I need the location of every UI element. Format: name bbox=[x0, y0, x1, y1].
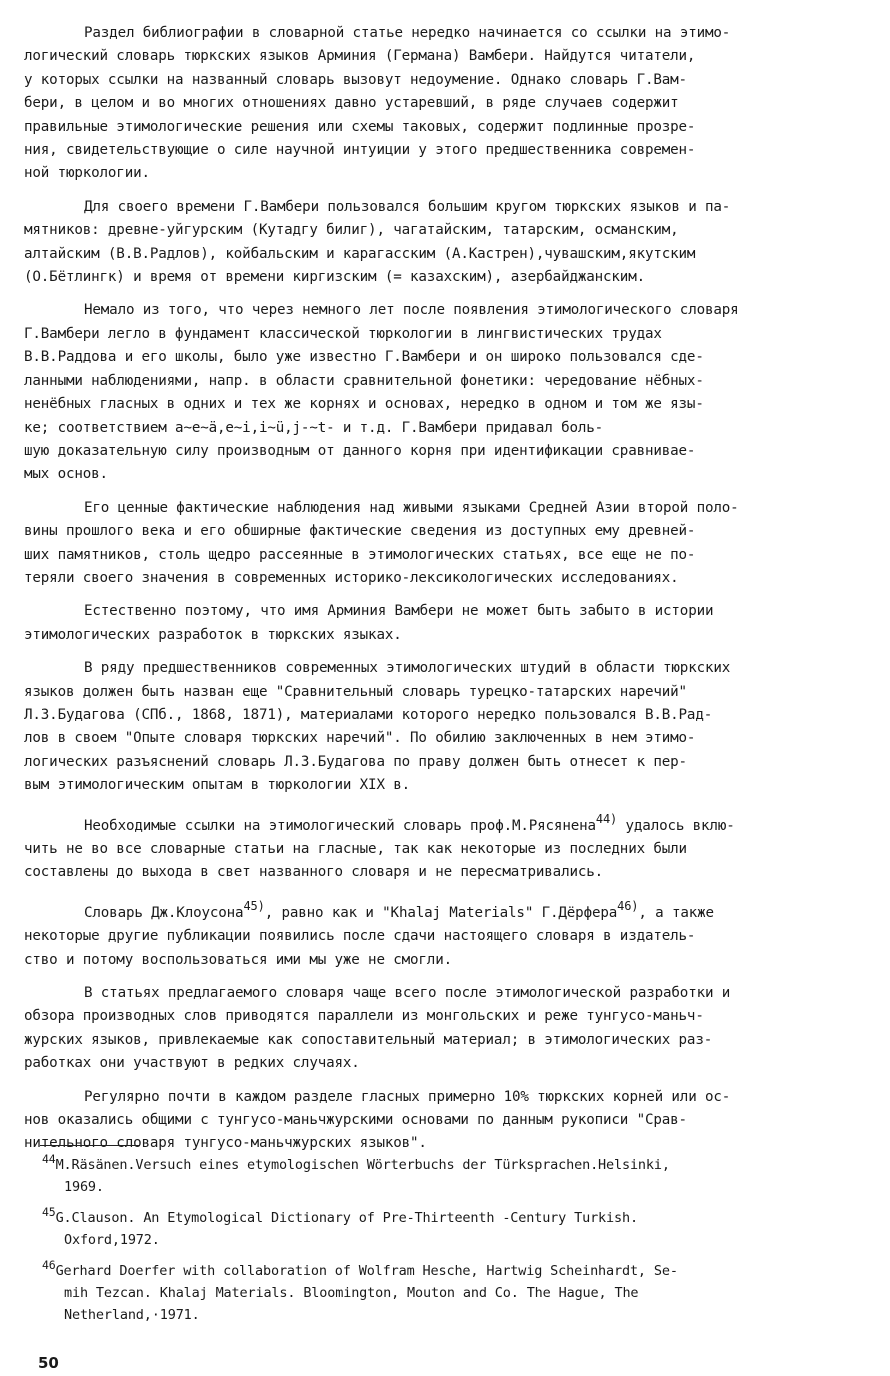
paragraph bbox=[24, 22, 856, 186]
footnote-number: 46 bbox=[42, 1258, 56, 1272]
footnote-separator bbox=[40, 1145, 140, 1146]
text-line: (О.Бётлингк) и время от времени киргизским (= казахским), азербайджанским. bbox=[24, 269, 645, 286]
footnote-line bbox=[42, 1201, 862, 1229]
main-text bbox=[24, 22, 856, 1166]
footnote-line: 1969. bbox=[64, 1179, 104, 1195]
text-line: нительного словаря тунгусо-маньчжурских языков". bbox=[24, 1135, 427, 1152]
text-line: ненёбных гласных в одних и тех же корнях и основах, нередко в одном и том же язы- bbox=[24, 396, 704, 413]
footnote bbox=[42, 1201, 862, 1251]
text-line: Г.Вамбери легло в фундамент классической тюркологии в лингвистических трудах bbox=[24, 325, 662, 342]
text-line: Его ценные фактические наблюдения над живыми языками Средней Азии второй поло- bbox=[84, 499, 739, 516]
text-line: обзора производных слов приводятся параллели из монгольских и реже тунгусо-маньч- bbox=[24, 1008, 704, 1025]
paragraph bbox=[24, 657, 856, 797]
paragraph bbox=[24, 196, 856, 290]
text-line: чить не во все словарные статьи на гласные, так как некоторые из последних были bbox=[24, 841, 687, 857]
paragraph bbox=[24, 982, 856, 1076]
text-line: Естественно поэтому, что имя Арминия Вамбери не может быть забыто в истории bbox=[84, 603, 714, 620]
text-line: В статьях предлагаемого словаря чаще всего после этимологической разработки и bbox=[84, 985, 731, 1002]
text-line: мых основ. bbox=[24, 466, 108, 483]
footnote-line: Netherland,·1971. bbox=[64, 1307, 200, 1323]
paragraph bbox=[24, 299, 856, 486]
text-line: алтайским (В.В.Радлов), койбальским и карагасским (А.Кастрен),чувашским,якутским bbox=[24, 245, 696, 262]
footnote-number: 44 bbox=[42, 1152, 56, 1166]
text-line: Регулярно почти в каждом разделе гласных примерно 10% тюркских корней или ос- bbox=[84, 1088, 731, 1105]
text-line: составлены до выхода в свет названного словаря и не пересматривались. bbox=[24, 864, 604, 881]
text-line: лов в своем "Опыте словаря тюркских наречий". По обилию заключенных в нем этимо- bbox=[24, 730, 696, 747]
footnotes bbox=[42, 1148, 862, 1329]
text-line: Необходимые ссылки на этимологический словарь проф.М.Рясянена$^{44)}$ удалось вклю- bbox=[84, 811, 735, 834]
footnote-text: G.Clauson. An Etymological Dictionary of Pre-Thirteenth -Century Turkish. bbox=[55, 1210, 638, 1226]
text-line: логических разъяснений словарь Л.З.Будагова по праву должен быть отнесет к пер- bbox=[24, 753, 687, 770]
footnote-line bbox=[42, 1148, 862, 1176]
text-line: мятников: древне-уйгурским (Кутадгу билиг), чагатайским, татарским, османским, bbox=[24, 222, 679, 239]
text-line: у которых ссылки на названный словарь вызовут недоумение. Однако словарь Г.Вам- bbox=[24, 71, 687, 88]
text-line: Словарь Дж.Клоусона$^{45)}$, равно как и "Khalaj Materials" Г.Дёрфера$^{46)}$, а также bbox=[84, 898, 714, 921]
text-line: этимологических разработок в тюркских языках. bbox=[24, 626, 402, 643]
text-line: нов оказались общими с тунгусо-маньчжурскими основами по данным рукописи "Срав- bbox=[24, 1112, 687, 1129]
text-line: некоторые другие публикации появились после сдачи настоящего словаря в издатель- bbox=[24, 928, 696, 945]
footnote bbox=[42, 1254, 862, 1326]
text-line: Для своего времени Г.Вамбери пользовался большим кругом тюркских языков и па- bbox=[84, 198, 731, 215]
text-line: ке; соответствием а~е~ä,е~i,i~ü,j-~t- и т.д. Г.Вамбери придавал боль- bbox=[24, 419, 604, 436]
text-line: логический словарь тюркских языков Арминия (Германа) Вамбери. Найдутся читатели, bbox=[24, 48, 696, 65]
footnote-reference: 44) bbox=[595, 811, 618, 826]
text-line: Л.З.Будагова (СПб., 1868, 1871), материалами которого нередко пользовался В.В.Рад- bbox=[24, 706, 713, 723]
text-line: ланными наблюдениями, напр. в области сравнительной фонетики: чередование нёбных- bbox=[24, 372, 704, 389]
footnote-reference: 46) bbox=[617, 898, 639, 913]
paragraph bbox=[24, 895, 856, 972]
text-line: ство и потому воспользоваться ими мы уже не смогли. bbox=[24, 951, 452, 968]
footnote-text: Gerhard Doerfer with collaboration of Wolfram Hesche, Hartwig Scheinhardt, Se- bbox=[55, 1263, 678, 1279]
text-line: работках они участвуют в редких случаях. bbox=[24, 1055, 360, 1072]
footnote-line bbox=[42, 1254, 862, 1282]
footnote-text: M.Räsänen.Versuch eines etymologischen Wörterbuchs der Türksprachen.Helsinki, bbox=[55, 1157, 670, 1173]
text-line: В.В.Раддова и его школы, было уже известно Г.Вамбери и он широко пользовался сде- bbox=[24, 349, 704, 366]
text-line: Раздел библиографии в словарной статье нередко начинается со ссылки на этимо- bbox=[84, 25, 731, 41]
paragraph bbox=[24, 808, 856, 885]
paragraph bbox=[24, 497, 856, 591]
text-line: ния, свидетельствующие о силе научной интуиции у этого предшественника современ- bbox=[24, 142, 696, 159]
footnote-number: 45 bbox=[42, 1205, 56, 1219]
text-line: правильные этимологические решения или схемы таковых, содержит подлинные прозре- bbox=[24, 118, 696, 135]
footnote bbox=[42, 1148, 862, 1198]
text-line: ной тюркологии. bbox=[24, 165, 150, 182]
paragraph bbox=[24, 600, 856, 647]
footnote-reference: 45) bbox=[243, 898, 265, 913]
paragraph bbox=[24, 1086, 856, 1156]
text-line: В ряду предшественников современных этимологических штудий в области тюркских bbox=[84, 660, 731, 677]
page-number: 50 bbox=[38, 1354, 59, 1372]
text-line: ших памятников, столь щедро рассеянные в этимологических статьях, все еще не по- bbox=[24, 546, 696, 563]
text-line: Немало из того, что через немного лет после появления этимологического словаря bbox=[84, 302, 739, 319]
text-line: теряли своего значения в современных историко-лексикологических исследованиях. bbox=[24, 569, 679, 586]
footnote-line: mih Tezcan. Khalaj Materials. Bloomington, Mouton and Co. The Hague, The bbox=[64, 1285, 639, 1301]
text-line: вины прошлого века и его обширные фактические сведения из доступных ему древней- bbox=[24, 523, 696, 540]
text-line: журских языков, привлекаемые как сопоставительный материал; в этимологических раз- bbox=[24, 1031, 713, 1048]
footnote-line: Oxford,1972. bbox=[64, 1232, 160, 1248]
text-line: бери, в целом и во многих отношениях давно устаревший, в ряде случаев содержит bbox=[24, 95, 679, 112]
text-line: шую доказательную силу производным от данного корня при идентификации сравнивае- bbox=[24, 442, 696, 459]
text-line: языков должен быть назван еще "Сравнительный словарь турецко-татарских наречий" bbox=[24, 683, 687, 700]
text-line: вым этимологическим опытам в тюркологии XIX в. bbox=[24, 777, 411, 794]
